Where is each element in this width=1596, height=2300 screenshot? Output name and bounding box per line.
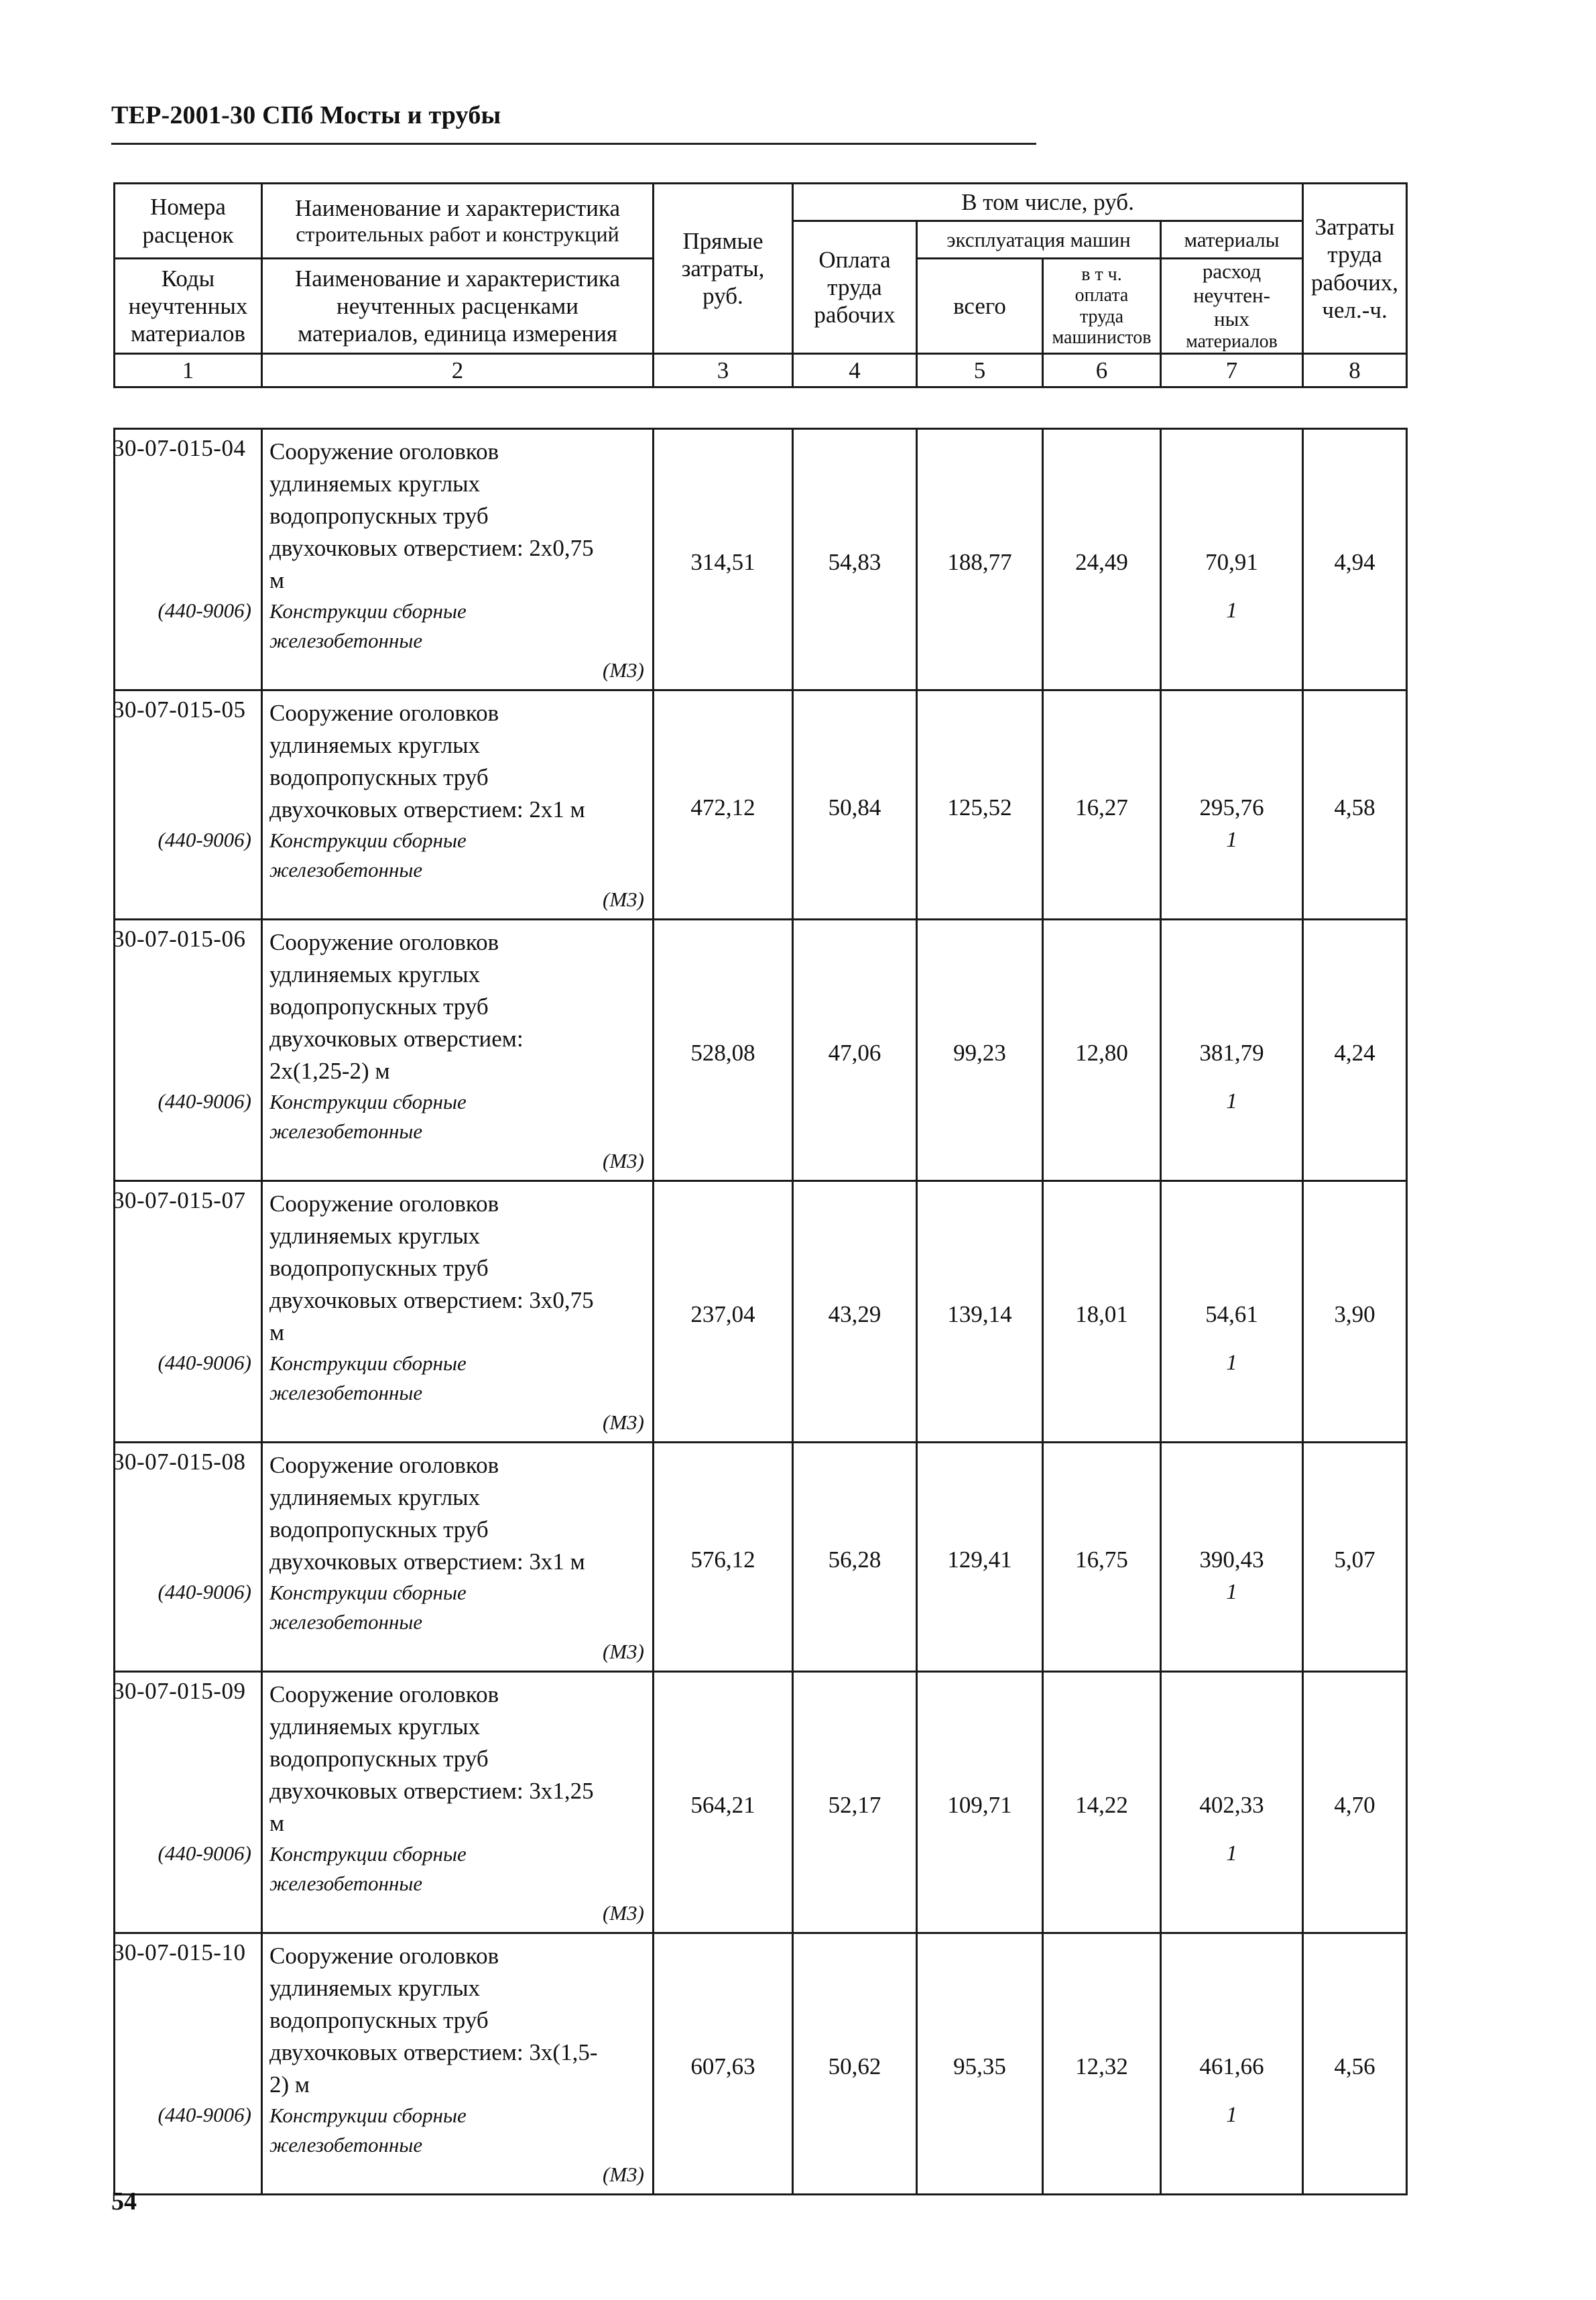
header-rule — [111, 143, 1036, 145]
header-col6-line: машинистов — [1052, 326, 1152, 348]
header-col4-line: Оплата — [818, 246, 891, 273]
header-col3-line: Прямые — [682, 227, 763, 254]
header-col3-line: руб. — [702, 283, 743, 310]
work-description-line: м — [269, 566, 285, 593]
work-description-line: удлиняемых круглых — [269, 1222, 481, 1249]
header-col6 — [1043, 259, 1161, 354]
header-col6-line: оплата — [1075, 285, 1129, 306]
material-name: Конструкции сборные железобетонные — [269, 1351, 467, 1404]
work-description-line: водопропускных труб — [269, 764, 489, 790]
table-row — [115, 1181, 1407, 1443]
machinists-pay-value — [1043, 429, 1161, 690]
labor-cost-value-text: 43,29 — [828, 1300, 881, 1327]
labor-hours-value-text: 5,07 — [1334, 1546, 1375, 1573]
machinists-pay-value-text: 14,22 — [1075, 1791, 1128, 1818]
material-unit: (М3) — [603, 1639, 644, 1663]
materials-cost-value-text: 402,33 — [1199, 1791, 1264, 1818]
page-number: 54 — [111, 2187, 137, 2216]
header-col2-top-line: строительных работ и конструкций — [296, 222, 619, 247]
material-name: Конструкции сборные железобетонные — [269, 1841, 467, 1895]
header-col1-top-line: Номера — [150, 194, 226, 221]
rate-code: 30-07-015-04 — [113, 435, 246, 461]
labor-cost-value — [793, 429, 917, 690]
direct-costs-value — [654, 1933, 793, 2195]
material-quantity: 1 — [1226, 828, 1237, 852]
header-col1-top — [115, 184, 262, 259]
material-quantity: 1 — [1226, 599, 1237, 623]
work-description-cell — [262, 690, 654, 920]
work-description-line: 2х(1,25-2) м — [269, 1057, 390, 1084]
rate-code-cell — [115, 429, 262, 690]
work-description-line: удлиняемых круглых — [269, 1974, 481, 2001]
labor-hours-value — [1303, 1443, 1407, 1672]
header-col2-bottom-line: неучтенных расценками — [336, 292, 578, 319]
table-row — [115, 1672, 1407, 1933]
direct-costs-value — [654, 1181, 793, 1443]
machinists-pay-value — [1043, 1181, 1161, 1443]
direct-costs-value — [654, 920, 793, 1181]
column-number: 4 — [793, 354, 917, 387]
material-unit: (М3) — [603, 2162, 644, 2186]
machinists-pay-value-text: 12,32 — [1075, 2053, 1128, 2079]
material-code: (440-9006) — [158, 2103, 251, 2126]
work-description-line: двухочковых отверстием: 3х1 м — [269, 1548, 585, 1575]
materials-cost-value-text: 461,66 — [1199, 2053, 1264, 2079]
labor-hours-value — [1303, 1181, 1407, 1443]
machinists-pay-value — [1043, 1443, 1161, 1672]
header-col8-line: труда — [1327, 241, 1382, 268]
column-number: 1 — [115, 354, 262, 387]
header-col7-line: неучтен- — [1193, 283, 1270, 307]
rate-code-cell — [115, 1672, 262, 1933]
labor-cost-value-text: 50,62 — [828, 2053, 881, 2079]
work-description-line: водопропускных труб — [269, 1745, 489, 1772]
work-description-line: водопропускных труб — [269, 1516, 489, 1542]
material-code: (440-9006) — [158, 1351, 251, 1374]
work-description-cell — [262, 1933, 654, 2195]
work-description-line: двухочковых отверстием: 3х1,25 — [269, 1777, 594, 1804]
rate-code: 30-07-015-07 — [113, 1187, 246, 1213]
rates-table — [113, 428, 1408, 2195]
work-description-cell — [262, 1672, 654, 1933]
header-col8 — [1303, 184, 1407, 354]
rate-code-cell — [115, 1181, 262, 1443]
header-col7-line: материалов — [1186, 330, 1278, 352]
header-machines-group: эксплуатация машин — [917, 221, 1161, 259]
work-description-line: водопропускных труб — [269, 502, 489, 529]
direct-costs-value — [654, 1672, 793, 1933]
rate-code: 30-07-015-09 — [113, 1678, 246, 1704]
machines-cost-value-text: 188,77 — [947, 548, 1012, 575]
machines-cost-value — [917, 1933, 1043, 2195]
materials-cost-value — [1161, 1181, 1303, 1443]
labor-cost-value — [793, 1443, 917, 1672]
labor-cost-value — [793, 1672, 917, 1933]
column-number: 6 — [1043, 354, 1161, 387]
header-group: В том числе, руб. — [793, 184, 1303, 221]
material-unit: (М3) — [603, 658, 644, 682]
rates-table-body — [115, 429, 1407, 2195]
rate-code-cell — [115, 1443, 262, 1672]
machines-cost-value — [917, 1443, 1043, 1672]
header-col6-line: в т ч. — [1081, 263, 1122, 285]
labor-cost-value-text: 56,28 — [828, 1546, 881, 1573]
material-unit: (М3) — [603, 1148, 644, 1172]
work-description-line: Сооружение оголовков — [269, 1681, 499, 1707]
machines-cost-value — [917, 920, 1043, 1181]
work-description-cell — [262, 920, 654, 1181]
work-description-line: удлиняемых круглых — [269, 1484, 481, 1510]
header-col1-bottom-line: неучтенных — [128, 292, 248, 319]
rate-code-cell — [115, 690, 262, 920]
direct-costs-value-text: 528,08 — [690, 1039, 755, 1066]
material-quantity: 1 — [1226, 1841, 1237, 1866]
machinists-pay-value-text: 16,27 — [1075, 794, 1128, 821]
direct-costs-value-text: 314,51 — [690, 548, 755, 575]
table-row — [115, 690, 1407, 920]
direct-costs-value-text: 564,21 — [690, 1791, 755, 1818]
rate-code: 30-07-015-10 — [113, 1939, 246, 1965]
work-description-line: двухочковых отверстием: 3х0,75 — [269, 1286, 594, 1313]
material-unit: (М3) — [603, 887, 644, 911]
machines-cost-value-text: 95,35 — [953, 2053, 1006, 2079]
work-description-line: двухочковых отверстием: 2х1 м — [269, 796, 585, 823]
header-col7-line: ных — [1214, 307, 1249, 331]
work-description-line: удлиняемых круглых — [269, 731, 481, 758]
labor-hours-value-text: 4,56 — [1334, 2053, 1375, 2079]
header-col2-bottom-line: материалов, единица измерения — [298, 320, 617, 347]
machines-cost-value-text: 139,14 — [947, 1300, 1012, 1327]
work-description-line: водопропускных труб — [269, 993, 489, 1020]
machinists-pay-value-text: 12,80 — [1075, 1039, 1128, 1066]
material-code: (440-9006) — [158, 1089, 251, 1113]
labor-hours-value — [1303, 429, 1407, 690]
work-description-line: Сооружение оголовков — [269, 1190, 499, 1217]
materials-cost-value-text: 295,76 — [1199, 794, 1264, 821]
work-description-line: двухочковых отверстием: — [269, 1025, 524, 1052]
labor-hours-value-text: 3,90 — [1334, 1300, 1375, 1327]
rate-code: 30-07-015-06 — [113, 926, 246, 952]
rate-code: 30-07-015-08 — [113, 1449, 246, 1475]
work-description-line: удлиняемых круглых — [269, 961, 481, 987]
work-description-line: двухочковых отверстием: 3х(1,5- — [269, 2039, 598, 2065]
labor-hours-value — [1303, 1933, 1407, 2195]
machinists-pay-value — [1043, 1672, 1161, 1933]
machines-cost-value — [917, 1181, 1043, 1443]
materials-cost-value — [1161, 920, 1303, 1181]
header-col6-line: труда — [1079, 306, 1124, 327]
work-description-cell — [262, 1181, 654, 1443]
material-name: Конструкции сборные железобетонные — [269, 828, 467, 882]
direct-costs-value — [654, 1443, 793, 1672]
material-unit: (М3) — [603, 1410, 644, 1434]
direct-costs-value-text: 576,12 — [690, 1546, 755, 1573]
direct-costs-value-text: 237,04 — [690, 1300, 755, 1327]
work-description-line: водопропускных труб — [269, 1254, 489, 1281]
work-description-line: двухочковых отверстием: 2х0,75 — [269, 534, 594, 561]
work-description-line: водопропускных труб — [269, 2006, 489, 2033]
column-number: 2 — [262, 354, 654, 387]
direct-costs-value — [654, 429, 793, 690]
header-col7 — [1161, 259, 1303, 354]
material-quantity: 1 — [1226, 1580, 1237, 1604]
labor-cost-value-text: 54,83 — [828, 548, 881, 575]
work-description-line: Сооружение оголовков — [269, 699, 499, 726]
machines-cost-value-text: 129,41 — [947, 1546, 1012, 1573]
materials-cost-value — [1161, 1443, 1303, 1672]
column-number: 3 — [654, 354, 793, 387]
work-description-line: Сооружение оголовков — [269, 438, 499, 465]
machines-cost-value — [917, 1672, 1043, 1933]
labor-hours-value-text: 4,70 — [1334, 1791, 1375, 1818]
machines-cost-value — [917, 429, 1043, 690]
table-row — [115, 1933, 1407, 2195]
labor-cost-value — [793, 690, 917, 920]
header-col1-top-line: расценок — [142, 221, 234, 248]
table-row — [115, 920, 1407, 1181]
labor-hours-value — [1303, 920, 1407, 1181]
machinists-pay-value-text: 18,01 — [1075, 1300, 1128, 1327]
material-quantity: 1 — [1226, 1351, 1237, 1375]
machines-cost-value-text: 99,23 — [953, 1039, 1006, 1066]
labor-cost-value — [793, 920, 917, 1181]
material-name: Конструкции сборные железобетонные — [269, 1580, 467, 1634]
machinists-pay-value-text: 24,49 — [1075, 548, 1128, 575]
direct-costs-value-text: 607,63 — [690, 2053, 755, 2079]
work-description-cell — [262, 429, 654, 690]
header-col2-top-line: Наименование и характеристика — [294, 194, 621, 221]
work-description-line: м — [269, 1319, 285, 1345]
rate-code-cell — [115, 1933, 262, 2195]
machinists-pay-value — [1043, 690, 1161, 920]
direct-costs-value — [654, 690, 793, 920]
labor-hours-value-text: 4,94 — [1334, 548, 1375, 575]
materials-cost-value — [1161, 1933, 1303, 2195]
machinists-pay-value — [1043, 1933, 1161, 2195]
labor-cost-value-text: 50,84 — [828, 794, 881, 821]
material-name: Конструкции сборные железобетонные — [269, 599, 467, 652]
header-col2-bottom — [262, 259, 654, 354]
column-number: 8 — [1303, 354, 1407, 387]
labor-hours-value — [1303, 690, 1407, 920]
header-col3 — [654, 184, 793, 354]
materials-cost-value-text: 390,43 — [1199, 1546, 1264, 1573]
materials-cost-value — [1161, 1672, 1303, 1933]
machines-cost-value — [917, 690, 1043, 920]
rate-code: 30-07-015-05 — [113, 697, 246, 723]
material-code: (440-9006) — [158, 828, 251, 851]
header-col2-bottom-line: Наименование и характеристика — [294, 265, 621, 292]
material-name: Конструкции сборные железобетонные — [269, 1089, 467, 1143]
header-col1-bottom-line: материалов — [131, 320, 245, 347]
materials-cost-value-text: 70,91 — [1205, 548, 1258, 575]
header-col8-line: чел.-ч. — [1322, 296, 1388, 323]
table-row — [115, 429, 1407, 690]
material-name: Конструкции сборные железобетонные — [269, 2103, 467, 2157]
work-description-cell — [262, 1443, 654, 1672]
machines-cost-value-text: 125,52 — [947, 794, 1012, 821]
materials-cost-value-text: 54,61 — [1205, 1300, 1258, 1327]
work-description-line: 2) м — [269, 2071, 310, 2098]
direct-costs-value-text: 472,12 — [690, 794, 755, 821]
machines-cost-value-text: 109,71 — [947, 1791, 1012, 1818]
column-number: 7 — [1161, 354, 1303, 387]
material-quantity: 1 — [1226, 2103, 1237, 2127]
column-number: 5 — [917, 354, 1043, 387]
materials-cost-value-text: 381,79 — [1199, 1039, 1264, 1066]
work-description-line: Сооружение оголовков — [269, 1451, 499, 1478]
header-col4-line: рабочих — [814, 302, 896, 328]
work-description-line: м — [269, 1809, 285, 1836]
page-header-title: ТЕР-2001-30 СПб Мосты и трубы — [111, 101, 501, 129]
labor-cost-value-text: 47,06 — [828, 1039, 881, 1066]
work-description-line: удлиняемых круглых — [269, 1713, 481, 1740]
table-row — [115, 1443, 1407, 1672]
header-col4 — [793, 221, 917, 354]
labor-hours-value-text: 4,58 — [1334, 794, 1375, 821]
header-col1-bottom — [115, 259, 262, 354]
machinists-pay-value-text: 16,75 — [1075, 1546, 1128, 1573]
header-col2-top — [262, 184, 654, 259]
machinists-pay-value — [1043, 920, 1161, 1181]
header-col8-line: рабочих, — [1311, 269, 1399, 296]
materials-cost-value — [1161, 429, 1303, 690]
material-code: (440-9006) — [158, 1580, 251, 1603]
header-col5: всего — [917, 259, 1043, 354]
header-materials-group: материалы — [1161, 221, 1303, 259]
labor-cost-value-text: 52,17 — [828, 1791, 881, 1818]
work-description-line: удлиняемых круглых — [269, 470, 481, 497]
labor-hours-value-text: 4,24 — [1334, 1039, 1375, 1066]
material-code: (440-9006) — [158, 1841, 251, 1865]
header-col7-line: расход — [1202, 259, 1262, 283]
materials-cost-value — [1161, 690, 1303, 920]
material-unit: (М3) — [603, 1900, 644, 1925]
labor-hours-value — [1303, 1672, 1407, 1933]
labor-cost-value — [793, 1181, 917, 1443]
header-col1-bottom-line: Коды — [161, 265, 215, 292]
work-description-line: Сооружение оголовков — [269, 928, 499, 955]
header-col4-line: труда — [827, 274, 882, 300]
material-code: (440-9006) — [158, 599, 251, 622]
header-col8-line: Затраты — [1314, 213, 1395, 240]
labor-cost-value — [793, 1933, 917, 2195]
material-quantity: 1 — [1226, 1089, 1237, 1113]
rate-code-cell — [115, 920, 262, 1181]
header-col3-line: затраты, — [681, 255, 765, 282]
table-header — [113, 182, 1408, 388]
work-description-line: Сооружение оголовков — [269, 1942, 499, 1969]
